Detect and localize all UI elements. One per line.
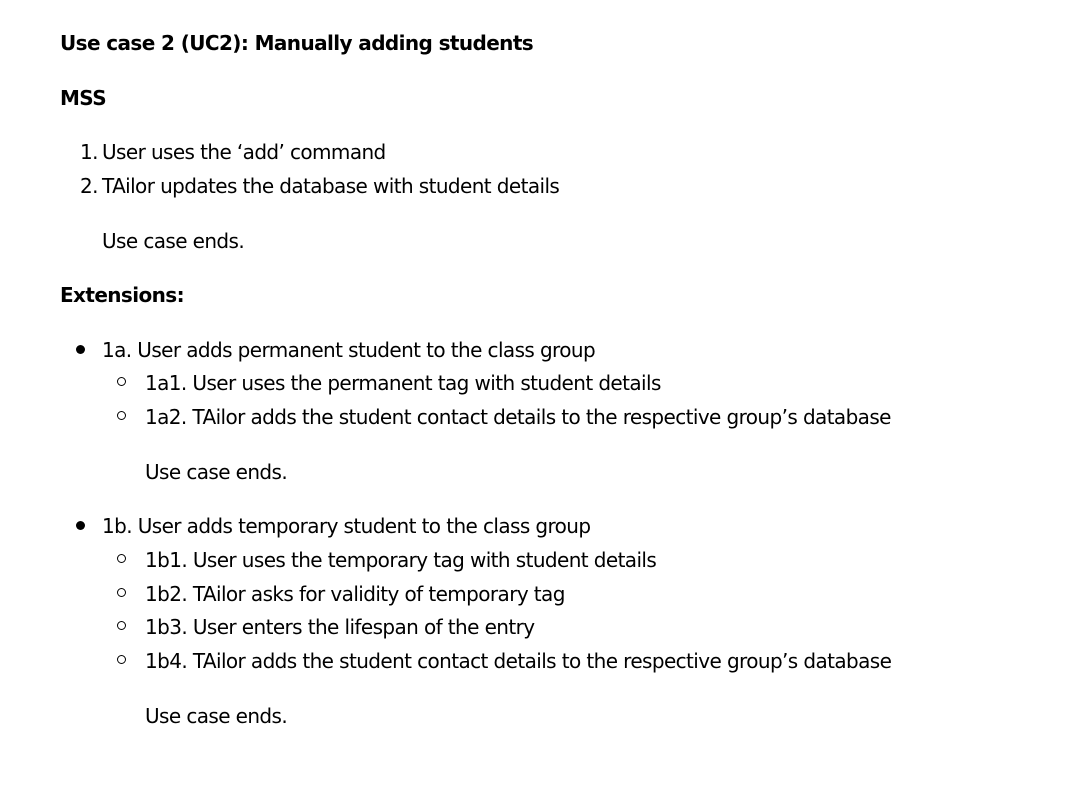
- extension-subitem: 1b4. TAilor adds the student contact details to the respective group’s database: [145, 649, 892, 673]
- mss-step-text: User uses the ‘add’ command: [102, 140, 386, 164]
- extension-item: 1b. User adds temporary student to the class group: [102, 514, 591, 538]
- mss-step: [80, 140, 386, 164]
- bullet-circle-icon: [117, 554, 126, 563]
- extension-end-text: Use case ends.: [145, 460, 288, 484]
- mss-step-number: 2.: [80, 174, 98, 198]
- extension-subitem: 1b2. TAilor asks for validity of temporary tag: [145, 582, 565, 606]
- extension-subitem: 1a2. TAilor adds the student contact details to the respective group’s database: [145, 405, 891, 429]
- extension-subitem: 1a1. User uses the permanent tag with student details: [145, 371, 661, 395]
- bullet-circle-icon: [117, 655, 126, 664]
- mss-step: [80, 174, 559, 198]
- extension-item: 1a. User adds permanent student to the class group: [102, 338, 596, 362]
- bullet-circle-icon: [117, 411, 126, 420]
- mss-end-text: Use case ends.: [102, 229, 245, 253]
- bullet-circle-icon: [117, 588, 126, 597]
- mss-step-text: TAilor updates the database with student details: [102, 174, 560, 198]
- extension-subitem: 1b3. User enters the lifespan of the entry: [145, 615, 535, 639]
- use-case-title: Use case 2 (UC2): Manually adding students: [60, 31, 534, 55]
- extension-end-text: Use case ends.: [145, 704, 288, 728]
- bullet-circle-icon: [117, 377, 126, 386]
- bullet-circle-icon: [117, 621, 126, 630]
- mss-heading: MSS: [60, 86, 107, 110]
- extension-subitem: 1b1. User uses the temporary tag with student details: [145, 548, 657, 572]
- extensions-heading: Extensions:: [60, 283, 184, 307]
- mss-step-number: 1.: [80, 140, 98, 164]
- bullet-disc-icon: [76, 521, 85, 530]
- bullet-disc-icon: [76, 345, 85, 354]
